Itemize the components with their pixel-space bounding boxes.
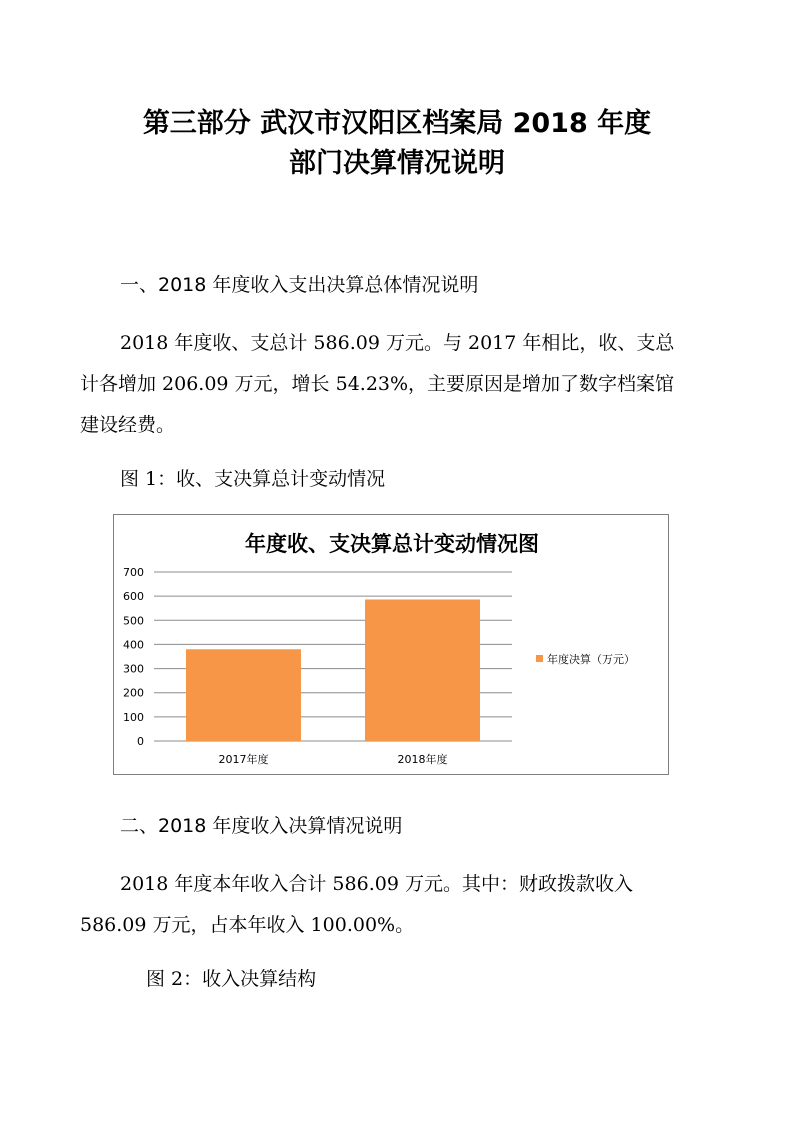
- section2-para-line1: 2018 年度本年收入合计 586.09 万元。其中：财政拨款收入: [120, 873, 633, 895]
- figure1-caption: 图 1：收、支决算总计变动情况: [120, 468, 386, 490]
- section1-para-line1: 2018 年度收、支总计 586.09 万元。与 2017 年相比，收、支总: [120, 332, 675, 354]
- section1-para-line2: 计各增加 206.09 万元，增长 54.23%，主要原因是增加了数字档案馆: [80, 373, 675, 395]
- section2-heading: 二、2018 年度收入决算情况说明: [120, 815, 403, 837]
- section2-para-line2: 586.09 万元，占本年收入 100.00%。: [80, 914, 415, 936]
- y-tick-label: 0: [137, 735, 144, 748]
- legend-swatch: [536, 655, 543, 662]
- section1-paragraph-cont: [80, 364, 710, 446]
- chart-title: 年度收、支决算总计变动情况图: [245, 532, 539, 556]
- page-title-line1: 第三部分 武汉市汉阳区档案局 2018 年度: [142, 108, 652, 139]
- y-tick-label: 400: [123, 638, 144, 652]
- y-tick-label: 200: [123, 686, 144, 700]
- page-title-line2: 部门决算情况说明: [289, 148, 505, 179]
- section1-heading: 一、2018 年度收入支出决算总体情况说明: [120, 274, 479, 296]
- figure2-caption: 图 2：收入决算结构: [146, 968, 317, 990]
- y-tick-label: 600: [123, 590, 144, 604]
- y-tick-label: 100: [123, 710, 144, 724]
- x-tick-label: 2018年度: [397, 753, 448, 766]
- y-tick-label: 700: [123, 566, 144, 579]
- y-tick-label: 500: [123, 614, 144, 628]
- section1-paragraph: [120, 323, 710, 364]
- x-tick-label: 2017年度: [218, 753, 269, 766]
- chart-figure1: [113, 514, 669, 775]
- y-tick-label: 300: [123, 662, 144, 676]
- legend-label: 年度决算（万元）: [547, 653, 635, 666]
- section1-para-line3: 建设经费。: [80, 414, 176, 436]
- bar-2017年度: [186, 649, 301, 741]
- bar-2018年度: [365, 600, 480, 741]
- bar-chart: [114, 515, 670, 776]
